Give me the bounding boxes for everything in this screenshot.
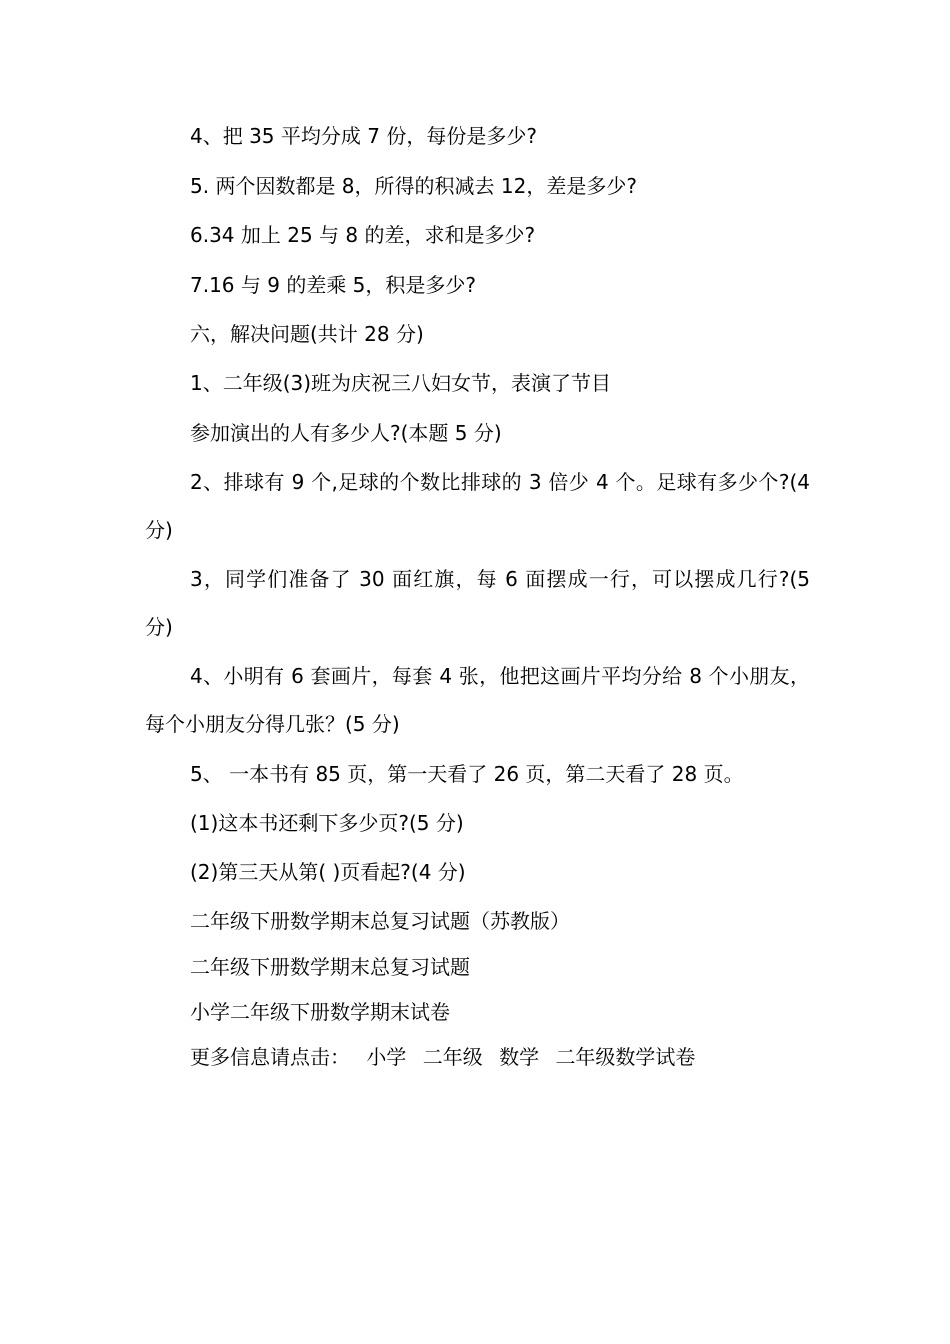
related-link-2[interactable]: 二年级下册数学期末总复习试题 (190, 955, 470, 979)
tag-link-math[interactable]: 数学 (499, 1045, 540, 1069)
section-heading: 六，解决问题(共计 28 分) (190, 322, 424, 346)
problem-5-sub-1: (1)这本书还剩下多少页?(5 分) (190, 811, 464, 835)
related-link-1[interactable]: 二年级下册数学期末总复习试题（苏教版） (190, 909, 570, 933)
problem-2: 2、排球有 9 个,足球的个数比排球的 3 倍少 4 个。足球有多少个?(4 分) (145, 470, 810, 542)
question-7: 7.16 与 9 的差乘 5，积是多少? (190, 273, 477, 297)
problem-4: 4、小明有 6 套画片，每套 4 张，他把这画片平均分给 8 个小朋友，每个小朋友分得几张？(5 分) (145, 664, 810, 736)
question-5: 5. 两个因数都是 8，所得的积减去 12，差是多少? (190, 174, 637, 198)
problem-1-question: 参加演出的人有多少人?(本题 5 分) (190, 421, 502, 445)
problem-1: 1、二年级(3)班为庆祝三八妇女节，表演了节目 (190, 371, 612, 395)
tag-link-grade[interactable]: 二年级 (422, 1045, 483, 1069)
problem-3: 3，同学们准备了 30 面红旗，每 6 面摆成一行，可以摆成几行?(5 分) (145, 567, 810, 639)
question-6: 6.34 加上 25 与 8 的差，求和是多少? (190, 223, 536, 247)
problem-5-sub-2: (2)第三天从第( )页看起?(4 分) (190, 860, 466, 884)
more-info-label: 更多信息请点击： (190, 1045, 350, 1069)
tag-link-primary[interactable]: 小学 (366, 1045, 407, 1069)
question-4: 4、把 35 平均分成 7 份，每份是多少? (190, 124, 537, 148)
tag-link-grade-math-exam[interactable]: 二年级数学试卷 (555, 1045, 696, 1069)
more-info-line (190, 1045, 705, 1069)
problem-5: 5、 一本书有 85 页，第一天看了 26 页，第二天看了 28 页。 (190, 762, 744, 786)
related-link-3[interactable]: 小学二年级下册数学期末试卷 (190, 1000, 450, 1024)
